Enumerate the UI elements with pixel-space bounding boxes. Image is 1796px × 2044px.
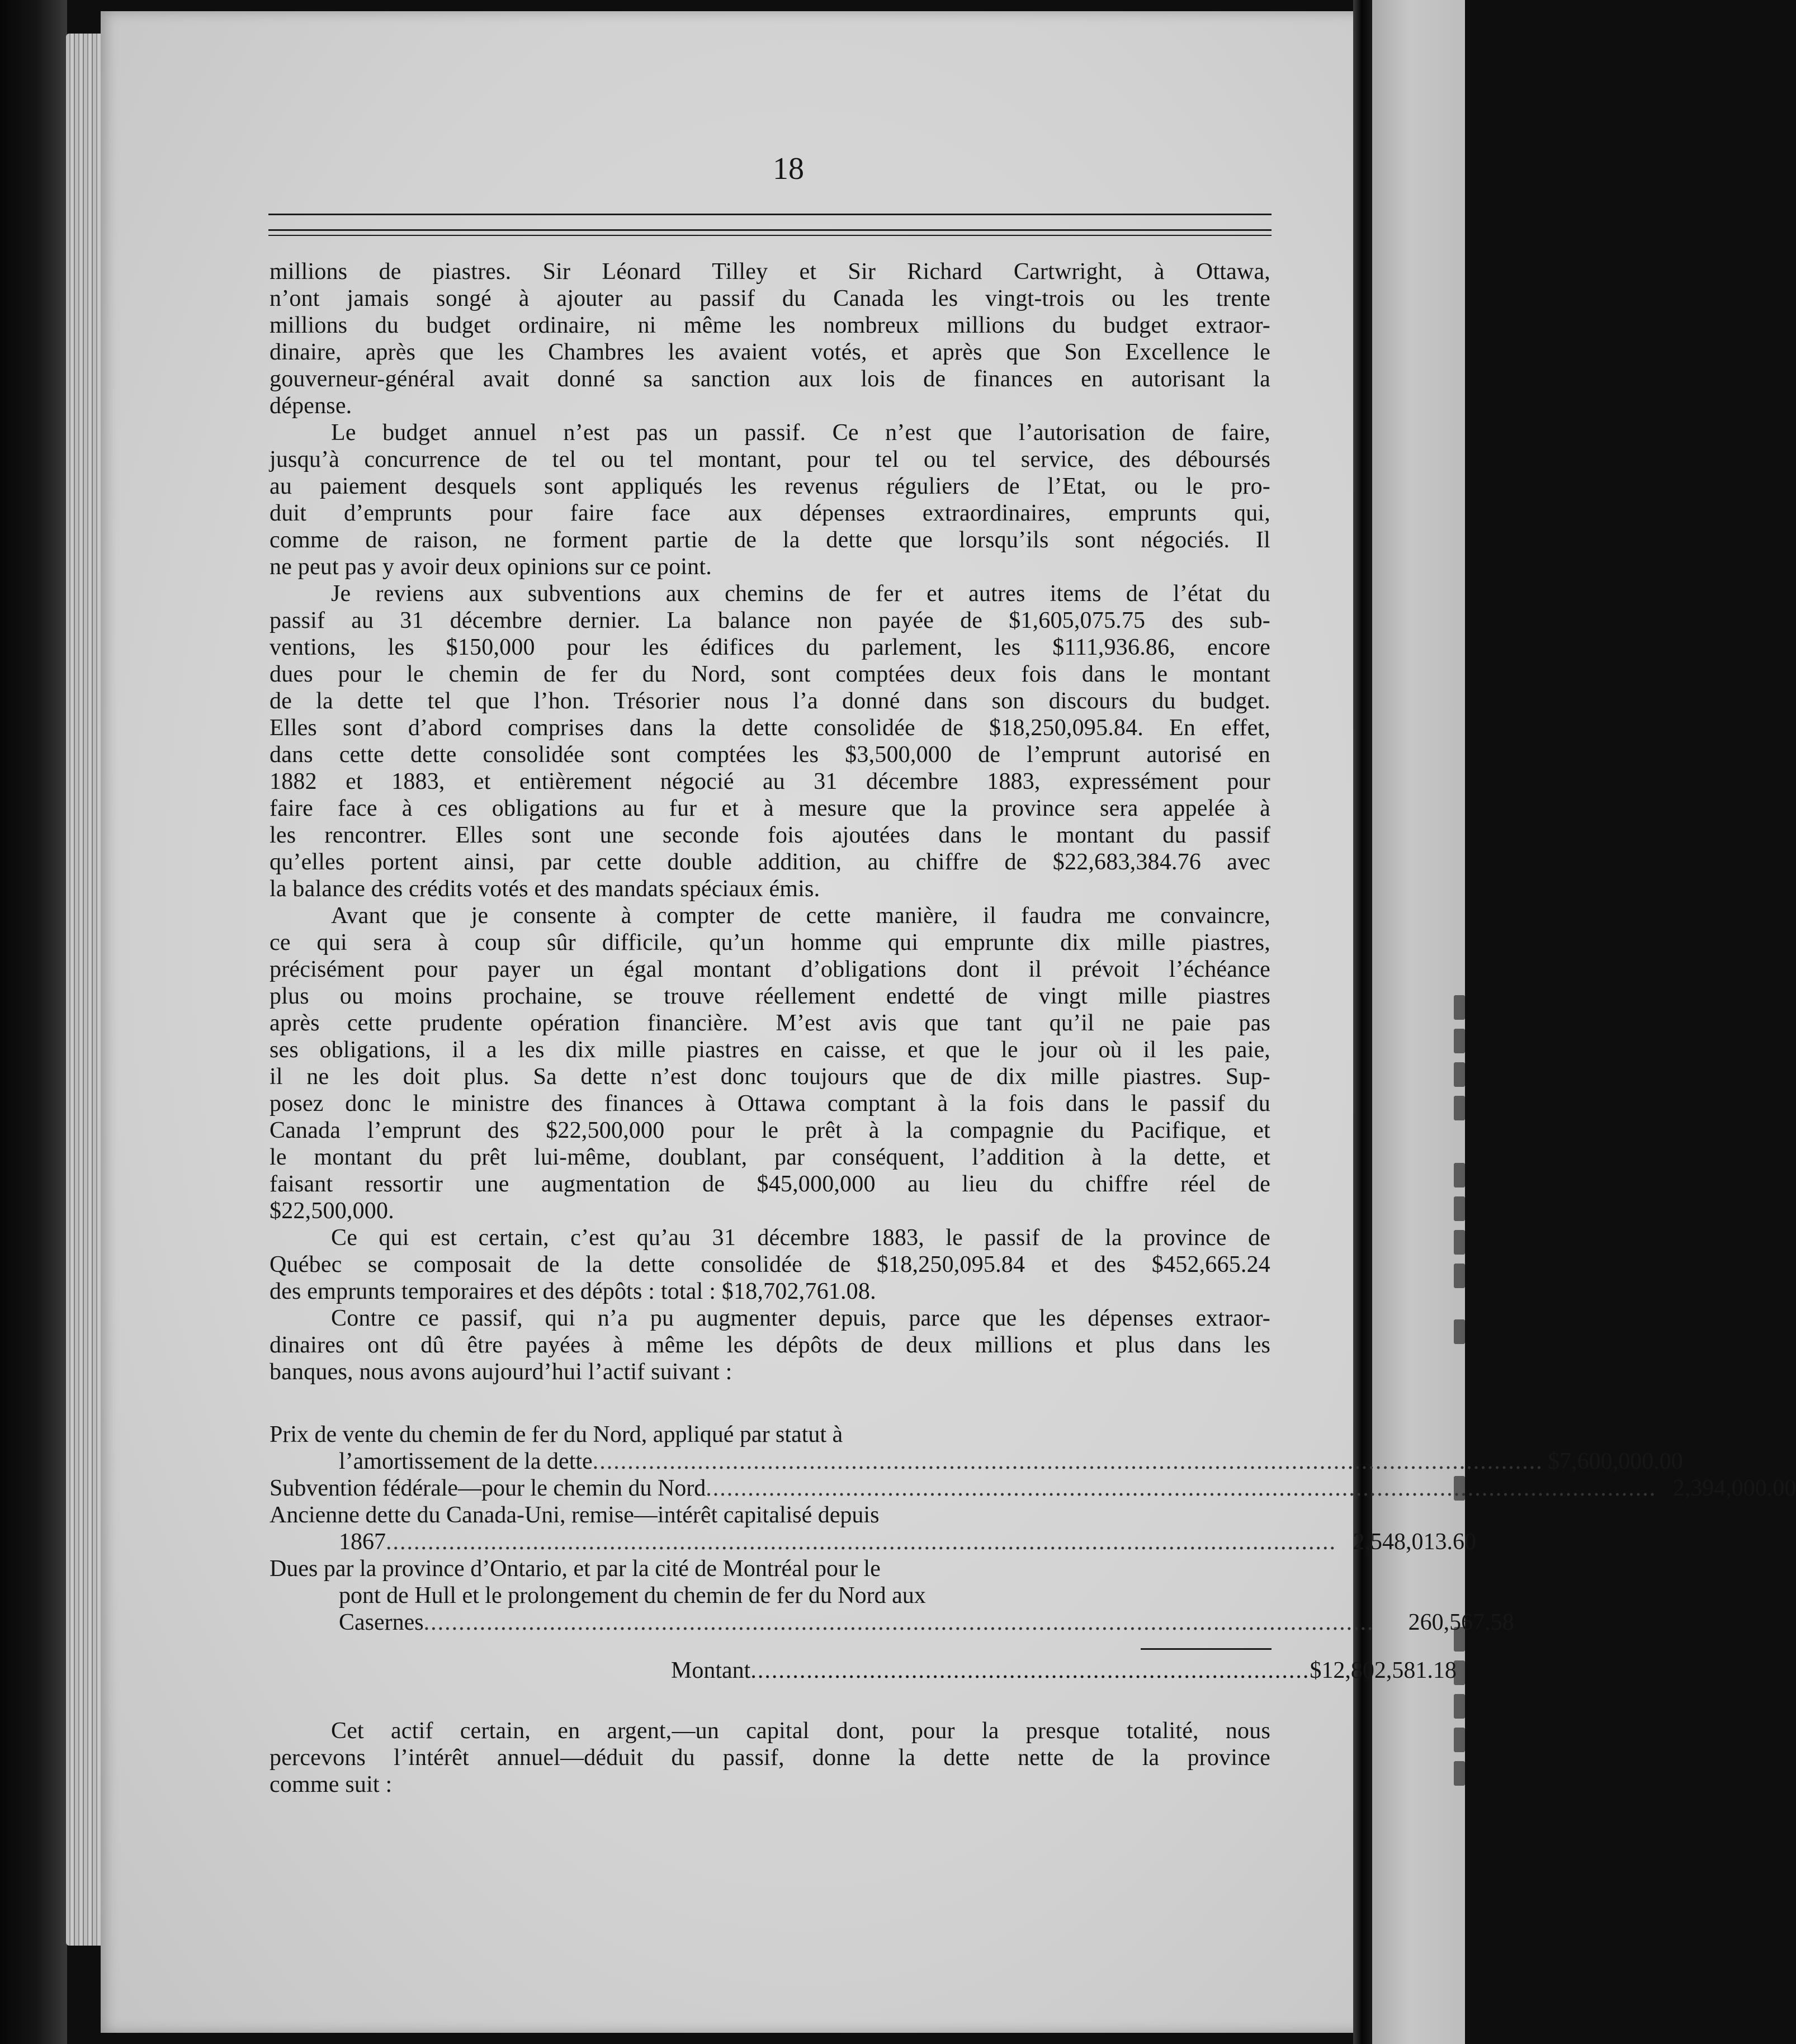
paragraph-first-line: Le budget annuel n’est pas un passif. Ce n’est que l’autorisation de faire, [331, 420, 1270, 446]
text-line: dinaires ont dû être payées à même les dépôts de deux millions et plus dans les [270, 1332, 1270, 1358]
text-line: faisant ressortir une augmentation de $45,000,000 au lieu du chiffre réel de [270, 1171, 1270, 1197]
text-line: posez donc le ministre des finances à Ottawa comptant à la fois dans le passif du [270, 1091, 1270, 1116]
body-text [270, 258, 1270, 1385]
text-line: précisément pour payer un égal montant d’obligations dont il prévoit l’échéance [270, 957, 1270, 982]
text-line: au paiement desquels sont appliqués les revenus réguliers de l’Etat, ou le pro- [270, 474, 1270, 499]
text-line: comme suit : [270, 1772, 393, 1797]
text-line: faire face à ces obligations au fur et à mesure que la province sera appelée à [270, 796, 1270, 821]
page-number: 18 [773, 152, 804, 186]
text-line: plus ou moins prochaine, se trouve réellement endetté de vingt mille piastres [270, 983, 1270, 1009]
ledger-row [270, 1609, 1514, 1636]
ledger-amount: $7,600,000.00 [1548, 1449, 1683, 1474]
total-rule [1141, 1648, 1272, 1650]
assets-ledger [270, 1421, 1796, 1636]
text-line: gouverneur-général avait donné sa sanction aux lois de finances en autorisant la [270, 366, 1270, 392]
paragraph-first-line: Cet actif certain, en argent,—un capital dont, pour la presque totalité, nous [331, 1718, 1270, 1744]
text-line: banques, nous avons aujourd’hui l’actif suivant : [270, 1359, 732, 1385]
header-rule-middle [268, 229, 1272, 231]
text-line: il ne les doit plus. Sa dette n’est donc toujours que de dix mille piastres. Sup- [270, 1064, 1270, 1090]
text-line: de la dette tel que l’hon. Trésorier nous l’a donné dans son discours du budget. [270, 688, 1270, 714]
ledger-description: Subvention fédérale—pour le chemin du Nord [270, 1475, 706, 1501]
paragraph-first-line: Ce qui est certain, c’est qu’au 31 décembre 1883, le passif de la province de [331, 1225, 1270, 1251]
text-line: Elles sont d’abord comprises dans la dette consolidée de $18,250,095.84. En effet, [270, 715, 1270, 741]
ledger-description: pont de Hull et le prolongement du chemin de fer du Nord aux [339, 1583, 926, 1608]
leader-dots: ........................................................................................................................................ [386, 1529, 1336, 1555]
text-line: millions de piastres. Sir Léonard Tilley et Sir Richard Cartwright, à Ottawa, [270, 259, 1270, 285]
ledger-row [270, 1555, 1274, 1582]
text-line: ce qui sera à coup sûr difficile, qu’un homme qui emprunte dix mille piastres, [270, 930, 1270, 955]
text-line: jusqu’à concurrence de tel ou tel montant, pour tel ou tel service, des déboursés [270, 447, 1270, 472]
ledger-row [270, 1448, 1683, 1475]
text-line: comme de raison, ne forment partie de la dette que lorsqu’ils sont négociés. Il [270, 527, 1270, 553]
text-line: duit d’emprunts pour faire face aux dépenses extraordinaires, emprunts qui, [270, 500, 1270, 526]
book-gutter [1353, 0, 1372, 2044]
ledger-row [270, 1502, 1274, 1529]
paragraph-first-line: Contre ce passif, qui n’a pu augmenter depuis, parce que les dépenses extraor- [331, 1305, 1270, 1331]
text-line: dans cette dette consolidée sont comptées les $3,500,000 de l’emprunt autorisé en [270, 742, 1270, 768]
text-line: Québec se composait de la dette consolidée de $18,250,095.84 et des $452,665.24 [270, 1252, 1270, 1278]
text-line: des emprunts temporaires et des dépôts : total : $18,702,761.08. [270, 1279, 876, 1304]
text-line: passif au 31 décembre dernier. La balance non payée de $1,605,075.75 des sub- [270, 608, 1270, 633]
ledger-amount: 260,567.58 [1408, 1610, 1514, 1635]
text-line: le montant du prêt lui-même, doublant, par conséquent, l’addition à la dette, et [270, 1144, 1270, 1170]
leader-dots: ........................................................................................................................................ [423, 1610, 1374, 1635]
closing-paragraph [270, 1717, 1270, 1798]
text-line: dinaire, après que les Chambres les avaient votés, et après que Son Excellence le [270, 339, 1270, 365]
leader-dots: ........................................................................................................................................ [592, 1449, 1543, 1474]
leader-dots: ................................................................................ [750, 1658, 1310, 1683]
leader-dots: ........................................................................................................................................ [706, 1475, 1657, 1501]
ledger-row [270, 1529, 1476, 1555]
header-rule-bottom [268, 235, 1272, 236]
text-line: Canada l’emprunt des $22,500,000 pour le prêt à la compagnie du Pacifique, et [270, 1118, 1270, 1143]
text-line: ne peut pas y avoir deux opinions sur ce point. [270, 554, 712, 580]
facing-page-edge [1372, 0, 1465, 2044]
paragraph-first-line: Je reviens aux subventions aux chemins de fer et autres items de l’état du [331, 581, 1270, 607]
text-line: la balance des crédits votés et des mandats spéciaux émis. [270, 876, 820, 902]
ledger-description: Ancienne dette du Canada-Uni, remise—intérêt capitalisé depuis [270, 1502, 880, 1528]
text-line: ventions, les $150,000 pour les édifices du parlement, les $111,936.86, encore [270, 635, 1270, 660]
paragraph-first-line: Avant que je consente à compter de cette manière, il faudra me convaincre, [331, 903, 1270, 929]
ledger-description: l’amortissement de la dette [339, 1449, 593, 1474]
ledger-description: 1867 [339, 1529, 386, 1555]
text-line: $22,500,000. [270, 1198, 394, 1224]
text-line: n’ont jamais songé à ajouter au passif du Canada les vingt-trois ou les trente [270, 286, 1270, 311]
ledger-amount: 2,394,000.00 [1672, 1475, 1796, 1501]
text-line: percevons l’intérêt annuel—déduit du passif, donne la dette nette de la province [270, 1745, 1270, 1771]
text-line: les rencontrer. Elles sont une seconde fois ajoutées dans le montant du passif [270, 822, 1270, 848]
ledger-description: Prix de vente du chemin de fer du Nord, appliqué par statut à [270, 1422, 843, 1447]
ledger-description: Dues par la province d’Ontario, et par la cité de Montréal pour le [270, 1556, 881, 1582]
text-line: 1882 et 1883, et entièrement négocié au 31 décembre 1883, expressément pour [270, 769, 1270, 794]
ledger-row [270, 1475, 1796, 1502]
ledger-row [270, 1421, 1274, 1448]
ledger-amount: 2,548,013.60 [1353, 1529, 1476, 1555]
text-line: après cette prudente opération financière. M’est avis que tant qu’il ne paie pas [270, 1010, 1270, 1036]
total-amount: $12,802,581.18 [1310, 1658, 1457, 1683]
book-left-edge [0, 0, 67, 2044]
text-line: millions du budget ordinaire, ni même les nombreux millions du budget extraor- [270, 313, 1270, 338]
ledger-row [270, 1582, 1274, 1609]
text-line: dépense. [270, 393, 352, 419]
ledger-description: Casernes [339, 1610, 424, 1635]
ledger-total-row [671, 1657, 1457, 1684]
header-rule-top [268, 214, 1272, 215]
text-line: qu’elles portent ainsi, par cette double addition, au chiffre de $22,683,384.76 avec [270, 849, 1270, 875]
total-label: Montant [671, 1658, 751, 1683]
text-line: ses obligations, il a les dix mille piastres en caisse, et que le jour où il les paie, [270, 1037, 1270, 1063]
text-line: dues pour le chemin de fer du Nord, sont comptées deux fois dans le montant [270, 661, 1270, 687]
